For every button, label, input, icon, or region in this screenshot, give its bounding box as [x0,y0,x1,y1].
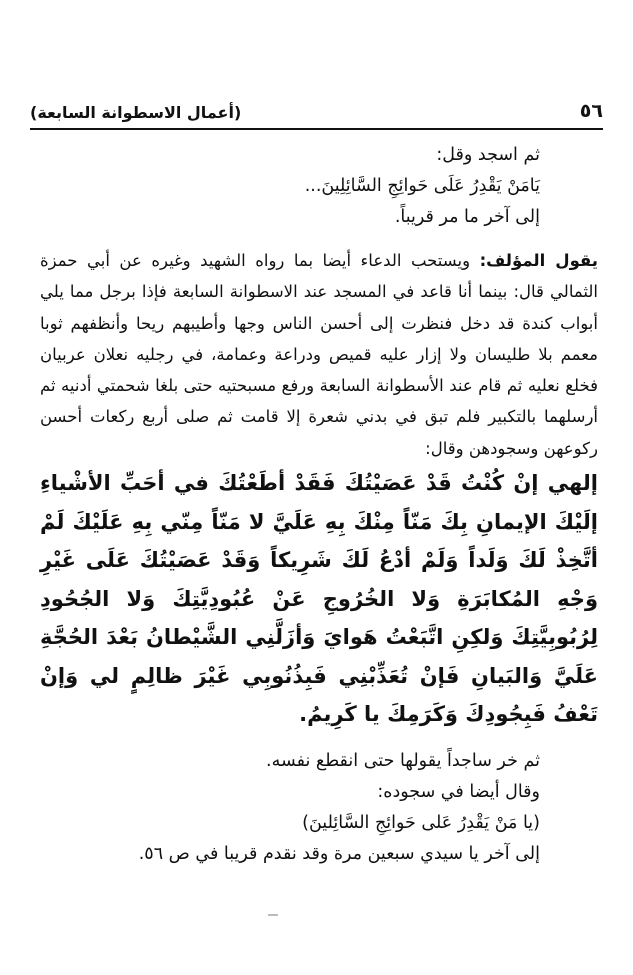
closing-line-1: ثم خر ساجداً يقولها حتى انقطع نفسه. [266,750,540,771]
prayer-text: إلهي إنْ كُنْتُ قَدْ عَصَيْتُكَ فَقَدْ أطَعْتُكَ في أحَبِّ الأشْياءِ إلَيْكَ الإيمانِ بِكَ مَنّاً مِنْكَ بِهِ عَلَيَّ لا مَنّاً مِنّي بِهِ عَلَيْكَ لَمْ أتَّخِذْ لَكَ وَلَداً وَلَمْ أدْعُ لَكَ شَرِيكاً وَقَدْ عَصَيْتُكَ عَلَى غَيْرِ وَجْهِ المُكابَرَةِ وَلا الخُرُوجِ عَنْ عُبُودِيَّتِكَ وَلا الجُحُودِ لِرُبُوبِيَّتِكَ وَلكِنِ اتَّبَعْتُ هَوايَ وَأزَلَّنِي الشَّيْطانُ بَعْدَ الحُجَّةِ عَلَيَّ وَالبَيانِ فَإنْ تُعَذِّبْنِي فَبِذُنُوبِي غَيْرَ ظالِمٍ لي وَإنْ تَعْفُ فَبِجُودِكَ وَكَرَمِكَ يا كَرِيمُ. [40,471,598,727]
page-header [30,96,603,122]
closing-line-2: وقال أيضا في سجوده: [377,781,540,802]
author-paragraph [40,245,598,464]
page-number: ٥٦ [579,100,603,122]
closing-line-4: إلى آخر يا سيدي سبعين مرة وقد نقدم قريبا في ص ٥٦. [138,843,540,864]
author-text: ويستحب الدعاء أيضا بما رواه الشهيد وغيره عن أبي حمزة الثمالي قال: بينما أنا قاعد في المسجد عند الاسطوانة السابعة فإذا برجل مما يلي أبواب كندة قد دخل فنظرت إلى أحسن الناس وجها وأطيبهم ريحا وأنظفهم ثوبا معمم بلا طليسان ولا إزار عليه قميص ودراعة وعمامة، في رجليه نعلان عربيان فخلع نعليه ثم قام عند الأسطوانة السابعة ورفع مسبحتيه حتى بلغا شحمتي أدنيه ثم أرسلهما بالتكبير فلم تبق في بدني شعرة إلا قامت ثم صلى أربع ركعات أحسن ركوعهن وسجودهن وقال: [40,251,598,458]
header-rule [30,128,603,130]
spacer [40,233,598,245]
instruction-line: ثم اسجد وقل: [436,145,540,165]
invocation-line: يَامَنْ يَقْدِرُ عَلَى حَوائِجِ السَّائِلِينَ... [304,176,540,196]
running-title: (أعمال الاسطوانة السابعة) [30,103,242,122]
footer-mark [268,914,278,916]
spacer [40,734,598,746]
author-lead: يقول المؤلف: [479,251,598,270]
page-body [40,140,598,870]
reference-line: إلى آخر ما مر قريباً. [394,207,540,227]
closing-line-3: (يا مَنْ يَقْدِرُ عَلى حَوائِجِ السَّائِلينَ) [302,812,540,833]
